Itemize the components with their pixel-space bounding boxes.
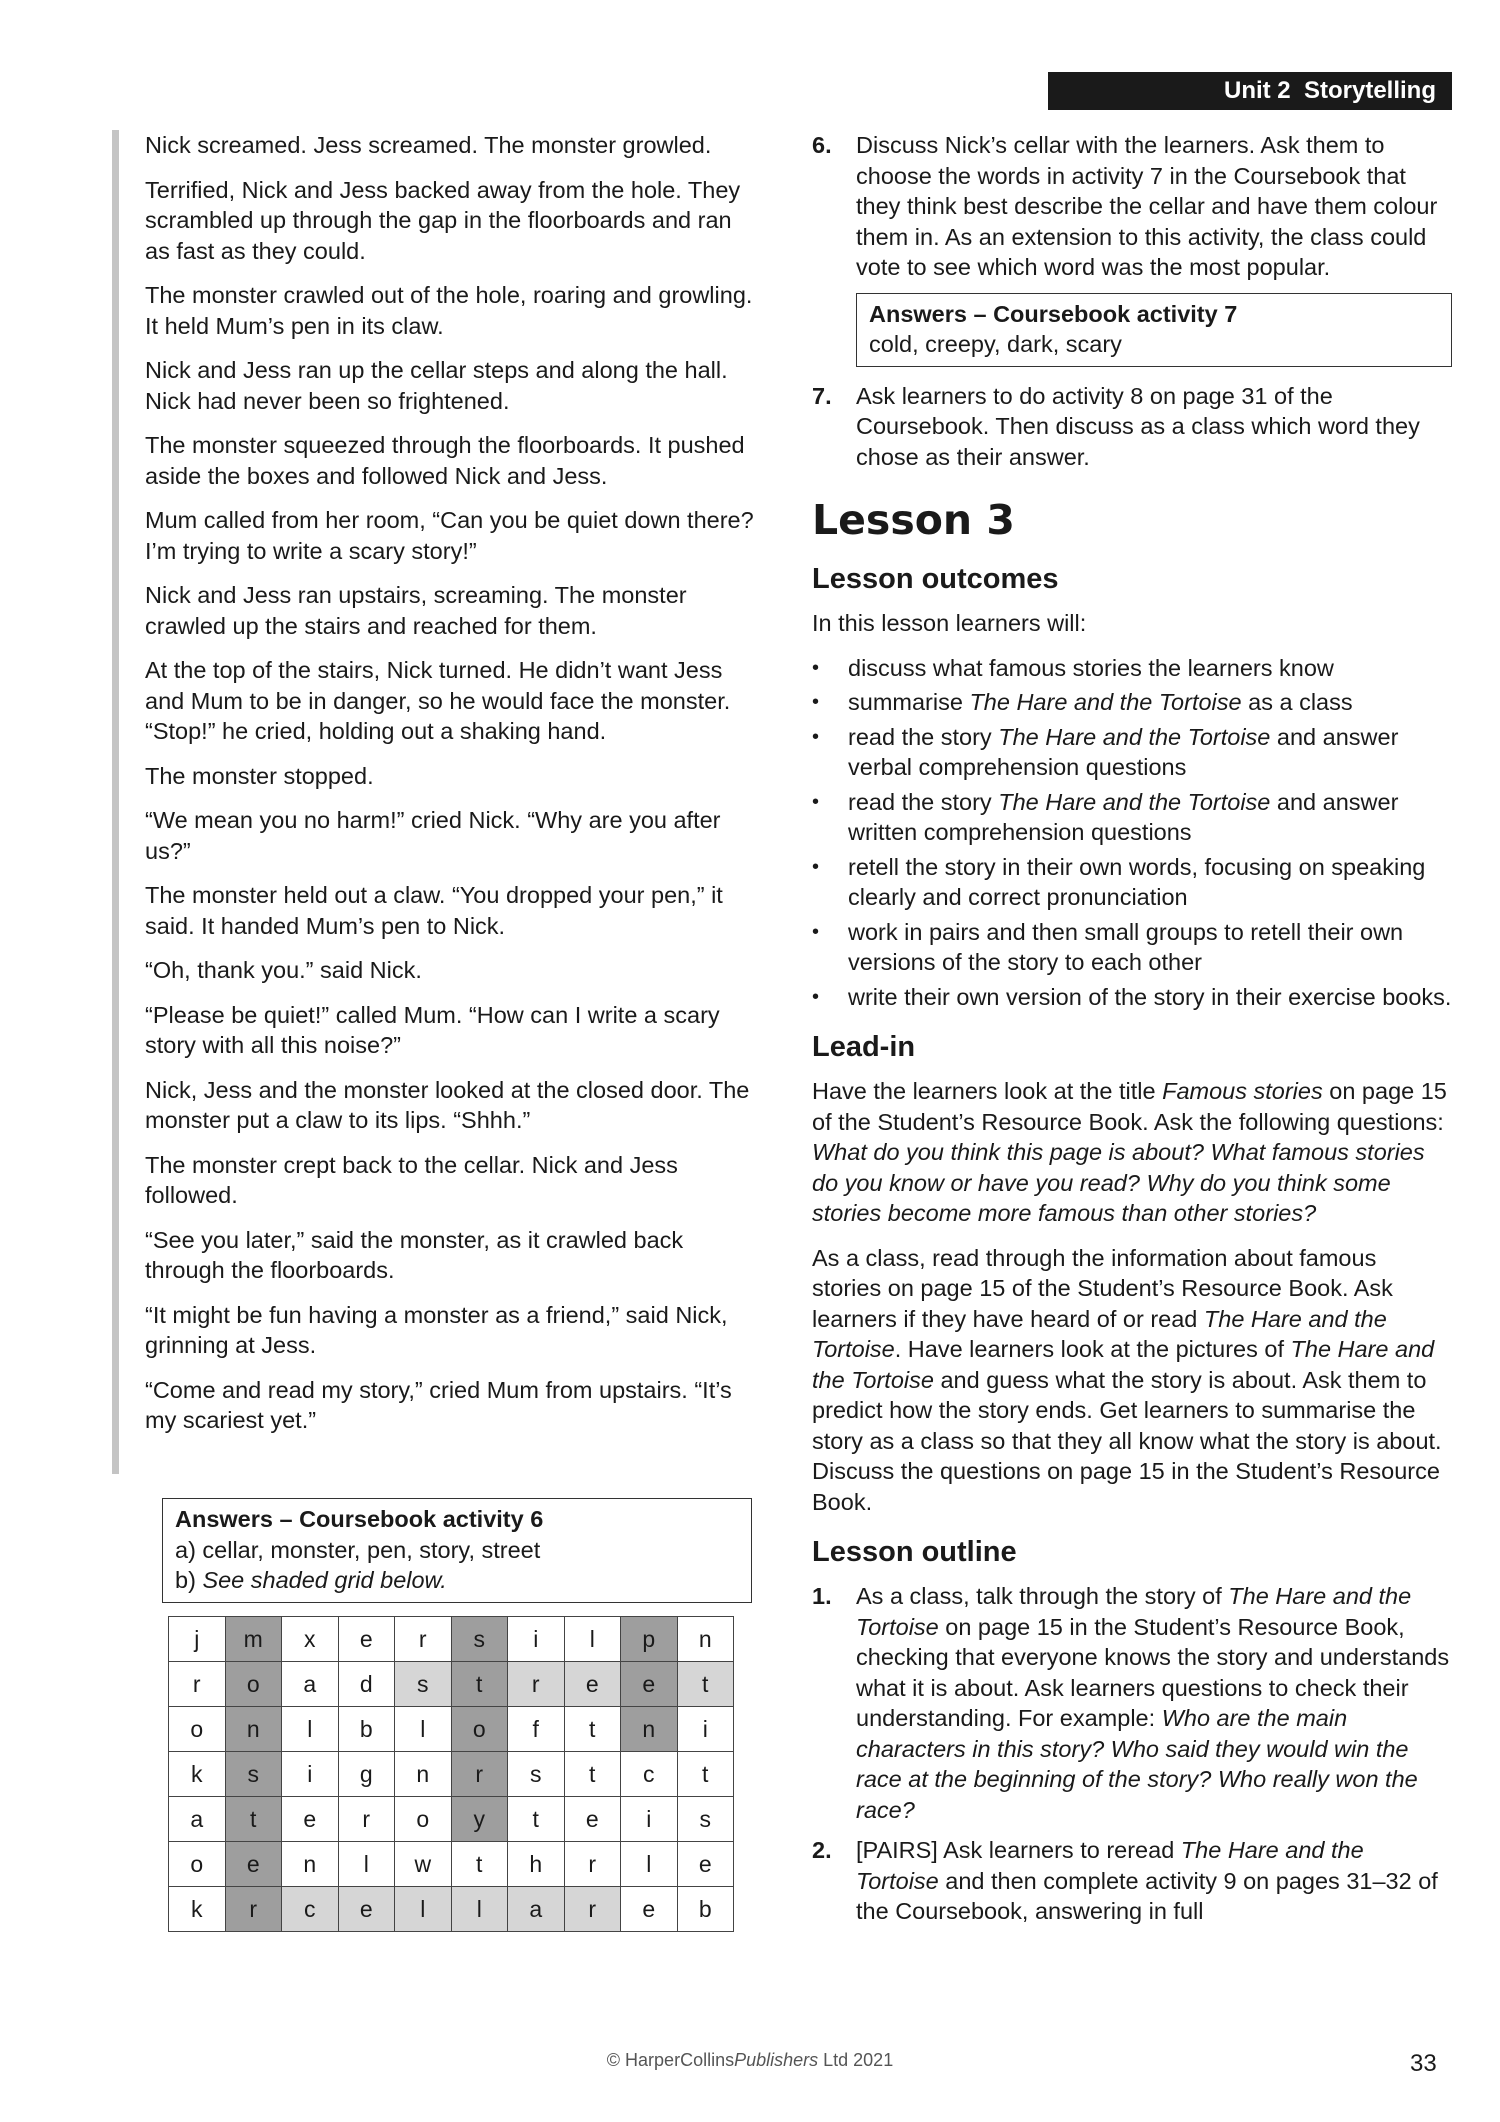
grid-cell: n: [677, 1617, 734, 1662]
list-item: [812, 852, 1452, 913]
grid-cell: y: [451, 1797, 508, 1842]
grid-cell: b: [677, 1887, 734, 1932]
grid-cell: t: [677, 1662, 734, 1707]
story-paragraph: Nick screamed. Jess screamed. The monster growled.: [145, 132, 712, 158]
grid-cell: c: [282, 1887, 339, 1932]
grid-cell: f: [508, 1707, 565, 1752]
story-paragraph: The monster stopped.: [145, 762, 374, 789]
grid-cell: i: [621, 1797, 678, 1842]
grid-cell: a: [508, 1887, 565, 1932]
grid-row: [169, 1797, 734, 1842]
item-text: As a class, talk through the story of The Hare and the Tortoise on page 15 in the Student’s Resource Book, checking that everyone knows the story and understands what it is about. Ask learners questions to check their understanding. For example: Who are the main characters in this story? Who said they would win the race at the beginning of the story? Who really won the race?: [856, 1583, 1456, 1823]
grid-cell: l: [338, 1842, 395, 1887]
outcome-text: work in pairs and then small groups to retell their own versions of the story to each other: [848, 918, 1404, 975]
list-item: [812, 687, 1452, 718]
grid-cell: e: [564, 1797, 621, 1842]
item-text: Discuss Nick’s cellar with the learners. Ask them to choose the words in activity 7 in the Coursebook that they think best describe the cellar and have them colour them in. As an extension to this activity, the class could vote to see which word was the most popular.: [856, 132, 1438, 280]
story-margin-rule: [112, 130, 119, 1474]
grid-cell: s: [508, 1752, 565, 1797]
grid-cell: l: [395, 1707, 452, 1752]
story-paragraph: At the top of the stairs, Nick turned. He didn’t want Jess and Mum to be in danger, so he would face the monster. “Stop!” he cried, holding out a shaking hand.: [145, 657, 731, 744]
teacher-notes: [812, 130, 1456, 1937]
grid-cell: o: [451, 1707, 508, 1752]
grid-cell: n: [395, 1752, 452, 1797]
grid-cell: b: [338, 1707, 395, 1752]
unit-title: Unit 2 Storytelling: [1223, 77, 1436, 104]
numbered-item-7: [812, 381, 1452, 473]
grid-cell: l: [395, 1887, 452, 1932]
grid-cell: k: [169, 1752, 226, 1797]
bullet-icon: •: [812, 790, 820, 813]
item-number: 2.: [812, 1837, 832, 1863]
grid-cell: s: [225, 1752, 282, 1797]
grid-cell: e: [621, 1662, 678, 1707]
grid-cell: r: [338, 1797, 395, 1842]
answers-line-b-prefix: b): [175, 1567, 203, 1593]
grid-cell: s: [451, 1617, 508, 1662]
grid-cell: r: [564, 1887, 621, 1932]
story-paragraph: Nick and Jess ran upstairs, screaming. The monster crawled up the stairs and reached for them.: [145, 582, 687, 639]
answers-box-title: Answers – Coursebook activity 7: [869, 300, 1238, 327]
unit-header-bar: [1048, 72, 1452, 110]
grid-cell: e: [677, 1842, 734, 1887]
story-paragraph: “Come and read my story,” cried Mum from upstairs. “It’s my scariest yet.”: [145, 1376, 732, 1433]
grid-cell: c: [621, 1752, 678, 1797]
grid-cell: t: [451, 1662, 508, 1707]
lesson-title: Lesson 3: [812, 496, 1015, 544]
outcome-text: discuss what famous stories the learners know: [848, 654, 1334, 681]
grid-cell: s: [677, 1797, 734, 1842]
bullet-icon: •: [812, 691, 820, 713]
grid-cell: l: [282, 1707, 339, 1752]
grid-cell: g: [338, 1752, 395, 1797]
outcome-text: summarise The Hare and the Tortoise as a class: [848, 689, 1353, 715]
grid-cell: e: [338, 1617, 395, 1662]
grid-cell: r: [225, 1887, 282, 1932]
grid-cell: l: [564, 1617, 621, 1662]
grid-cell: r: [508, 1662, 565, 1707]
word-search-grid: [168, 1616, 734, 1932]
grid-cell: p: [621, 1617, 678, 1662]
item-number: 7.: [812, 382, 832, 409]
outcome-text: write their own version of the story in their exercise books.: [848, 983, 1452, 1010]
grid-cell: k: [169, 1887, 226, 1932]
grid-cell: i: [677, 1707, 734, 1752]
grid-cell: o: [169, 1842, 226, 1887]
grid-cell: e: [338, 1887, 395, 1932]
story-paragraph: The monster crawled out of the hole, roaring and growling. It held Mum’s pen in its claw.: [145, 282, 753, 339]
story-paragraph: “Oh, thank you.” said Nick.: [145, 957, 422, 983]
grid-cell: l: [621, 1842, 678, 1887]
story-paragraph: Nick and Jess ran up the cellar steps and along the hall. Nick had never been so frightened.: [145, 357, 728, 414]
outcomes-heading: Lesson outcomes: [812, 563, 1059, 595]
bullet-icon: •: [812, 920, 820, 943]
outcome-text: read the story The Hare and the Tortoise and answer verbal comprehension questions: [848, 723, 1405, 780]
story-paragraph: “Please be quiet!” called Mum. “How can I write a scary story with all this noise?”: [145, 1001, 720, 1058]
story-paragraph: The monster crept back to the cellar. Nick and Jess followed.: [145, 1151, 678, 1208]
answers-line-b-note: See shaded grid below.: [202, 1567, 447, 1593]
list-item: [812, 917, 1452, 978]
grid-cell: w: [395, 1842, 452, 1887]
grid-cell: a: [169, 1797, 226, 1842]
list-item: [812, 787, 1452, 848]
answers-activity-7-box: [856, 293, 1452, 367]
grid-cell: e: [621, 1887, 678, 1932]
grid-row: [169, 1842, 734, 1887]
answers-activity-6-box: [162, 1498, 752, 1603]
item-number: 6.: [812, 132, 832, 158]
bullet-icon: •: [812, 985, 820, 1008]
grid-cell: i: [508, 1617, 565, 1662]
grid-row: [169, 1617, 734, 1662]
answers-box-title: Answers – Coursebook activity 6: [175, 1506, 544, 1532]
grid-cell: m: [225, 1617, 282, 1662]
grid-cell: h: [508, 1842, 565, 1887]
outline-heading: Lesson outline: [812, 1536, 1017, 1568]
grid-row: [169, 1707, 734, 1752]
answers-line-b: [175, 1565, 741, 1596]
list-item: [812, 653, 1452, 684]
answers-text: cold, creepy, dark, scary: [869, 331, 1122, 357]
grid-cell: i: [282, 1752, 339, 1797]
item-number: 1.: [812, 1583, 832, 1609]
leadin-heading: Lead-in: [812, 1031, 916, 1063]
grid-row: [169, 1887, 734, 1932]
outcome-text: read the story The Hare and the Tortoise and answer written comprehension questions: [848, 788, 1405, 845]
grid-cell: o: [169, 1707, 226, 1752]
item-text: Ask learners to do activity 8 on page 31 of the Coursebook. Then discuss as a class which word they chose as their answer.: [856, 382, 1420, 470]
grid-cell: e: [564, 1662, 621, 1707]
copyright-footer: © HarperCollinsPublishers Ltd 2021: [606, 2050, 894, 2070]
bullet-icon: •: [812, 855, 820, 878]
story-paragraph: Terrified, Nick and Jess backed away from the hole. They scrambled up through the gap in the floorboards and ran as fast as they could.: [145, 176, 741, 264]
grid-cell: e: [225, 1842, 282, 1887]
grid-cell: l: [451, 1887, 508, 1932]
leadin-paragraph: Have the learners look at the title Famous stories on page 15 of the Student’s Resource Book. Ask the following questions: What do you think this page is about? What famous stories do you know or have you read? Why do you think some stories become more famous than other stories?: [812, 1078, 1454, 1226]
story-paragraph: The monster squeezed through the floorboards. It pushed aside the boxes and followed Nick and Jess.: [145, 432, 745, 489]
grid-cell: r: [451, 1752, 508, 1797]
story-paragraph: Nick, Jess and the monster looked at the closed door. The monster put a claw to its lips. “Shhh.”: [145, 1076, 750, 1133]
grid-row: [169, 1662, 734, 1707]
story-text: [145, 130, 760, 1450]
bullet-icon: •: [812, 656, 820, 679]
outcome-text: retell the story in their own words, focusing on speaking clearly and correct pronunciation: [848, 853, 1426, 910]
grid-cell: r: [169, 1662, 226, 1707]
grid-cell: j: [169, 1617, 226, 1662]
outline-item-1: [812, 1581, 1456, 1825]
story-paragraph: Mum called from her room, “Can you be quiet down there? I’m trying to write a scary story!”: [145, 507, 754, 564]
grid-cell: t: [564, 1707, 621, 1752]
outline-item-2: [812, 1835, 1452, 1927]
item-text: [PAIRS] Ask learners to reread The Hare and the Tortoise and then complete activity 9 on pages 31–32 of the Coursebook, answering in full: [856, 1837, 1445, 1924]
grid-cell: r: [395, 1617, 452, 1662]
grid-cell: n: [282, 1842, 339, 1887]
answers-line-a: a) cellar, monster, pen, story, street: [175, 1536, 541, 1563]
grid-cell: t: [508, 1797, 565, 1842]
leadin-paragraph: As a class, read through the information about famous stories on page 15 of the Student’s Resource Book. Ask learners if they have heard of or read The Hare and the Tortoise. Have learners look at the pictures of The Hare and the Tortoise and guess what the story is about. Ask them to predict how the story ends. Get learners to summarise the story as a class so that they all know what the story is about. Discuss the questions on page 15 in the Student’s Resource Book.: [812, 1244, 1449, 1515]
grid-cell: a: [282, 1662, 339, 1707]
grid-cell: e: [282, 1797, 339, 1842]
grid-cell: d: [338, 1662, 395, 1707]
story-paragraph: The monster held out a claw. “You dropped your pen,” it said. It handed Mum’s pen to Nick.: [145, 882, 723, 939]
grid-cell: s: [395, 1662, 452, 1707]
bullet-icon: •: [812, 725, 820, 748]
outcomes-intro: In this lesson learners will:: [812, 610, 1087, 636]
story-paragraph: “See you later,” said the monster, as it crawled back through the floorboards.: [145, 1226, 684, 1283]
grid-row: [169, 1752, 734, 1797]
grid-cell: n: [225, 1707, 282, 1752]
list-item: [812, 722, 1452, 783]
grid-cell: t: [451, 1842, 508, 1887]
grid-cell: t: [564, 1752, 621, 1797]
grid-cell: o: [225, 1662, 282, 1707]
grid-cell: t: [677, 1752, 734, 1797]
page-number: 33: [1410, 2050, 1437, 2077]
grid-cell: o: [395, 1797, 452, 1842]
grid-cell: n: [621, 1707, 678, 1752]
numbered-item-6: [812, 130, 1452, 283]
story-paragraph: “We mean you no harm!” cried Nick. “Why are you after us?”: [145, 807, 721, 864]
grid-cell: r: [564, 1842, 621, 1887]
grid-cell: t: [225, 1797, 282, 1842]
list-item: [812, 982, 1452, 1013]
grid-cell: x: [282, 1617, 339, 1662]
outcomes-list: [812, 653, 1452, 1013]
story-paragraph: “It might be fun having a monster as a friend,” said Nick, grinning at Jess.: [145, 1301, 728, 1358]
